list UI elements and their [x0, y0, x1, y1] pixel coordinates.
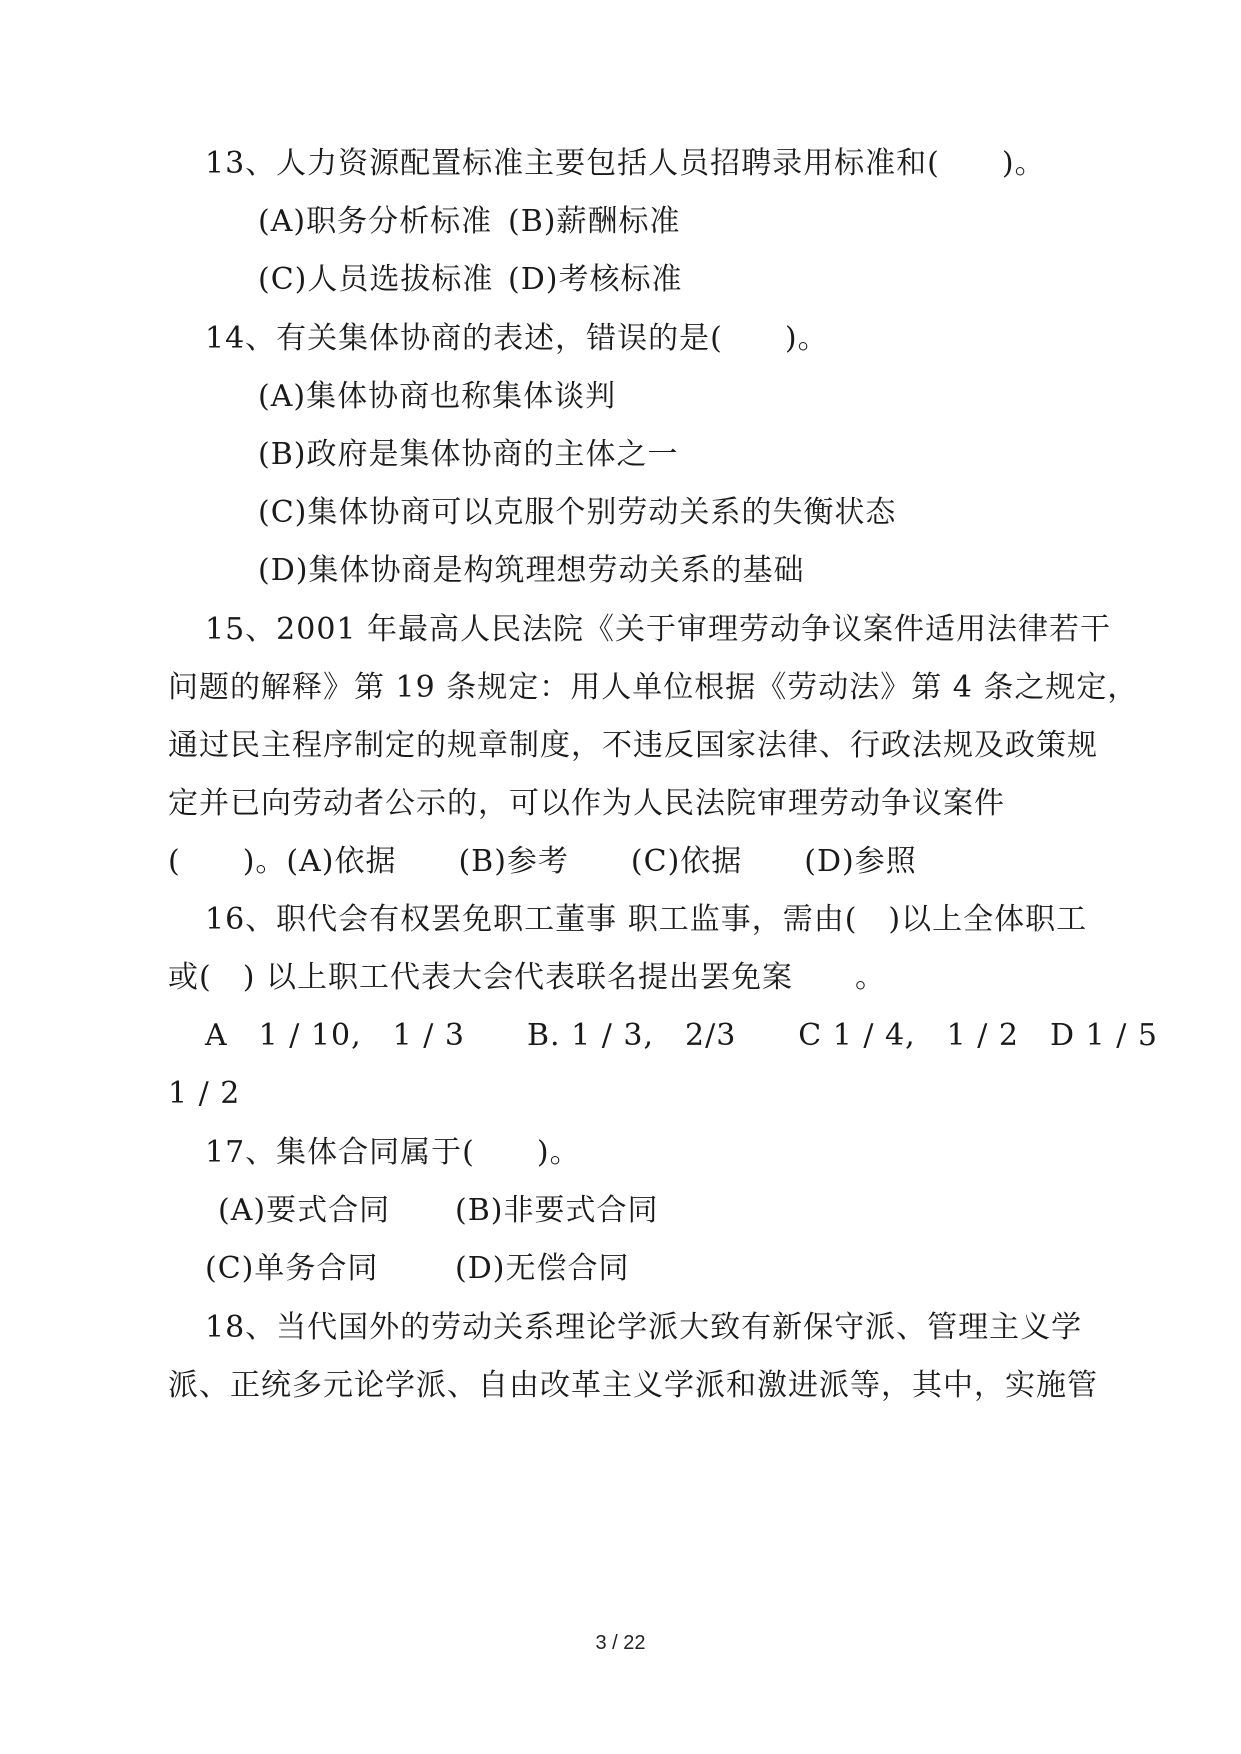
question-18-line-1: 18、当代国外的劳动关系理论学派大致有新保守派、管理主义学: [205, 1310, 1083, 1345]
question-17-option-d: (D)无偿合同: [455, 1251, 630, 1286]
question-16-options: A 1 / 10, 1 / 3 B. 1 / 3, 2/3 C 1 / 4, 1 / 2 D 1 / 5: [205, 1018, 1158, 1053]
question-17-option-a: (A)要式合同: [218, 1193, 391, 1228]
question-15-line-4: 定并已向劳动者公示的，可以作为人民法院审理劳动争议案件: [168, 786, 1005, 821]
page-number: 3 / 22: [595, 1632, 646, 1654]
question-14-option-c: (C)集体协商可以克服个别劳动关系的失衡状态: [258, 495, 897, 530]
question-17-option-b: (B)非要式合同: [455, 1193, 659, 1228]
question-13-option-c: (C)人员选拔标准: [258, 262, 494, 297]
question-13-stem: 13、人力资源配置标准主要包括人员招聘录用标准和( )。: [205, 146, 1046, 181]
question-14-stem: 14、有关集体协商的表述，错误的是( )。: [205, 321, 829, 356]
question-13-option-d: (D)考核标准: [508, 262, 683, 297]
question-16-options-wrap: 1 / 2: [168, 1076, 241, 1111]
question-14-option-a: (A)集体协商也称集体谈判: [258, 379, 617, 414]
question-14-option-d: (D)集体协商是构筑理想劳动关系的基础: [258, 553, 805, 588]
question-15-options: ( )。(A)依据 (B)参考 (C)依据 (D)参照: [168, 844, 917, 879]
question-15-line-2: 问题的解释》第 19 条规定：用人单位根据《劳动法》第 4 条之规定，: [168, 670, 1139, 705]
question-13-option-a: (A)职务分析标准: [258, 204, 493, 239]
question-18-line-2: 派、正统多元论学派、自由改革主义学派和激进派等，其中，实施管: [168, 1368, 1098, 1403]
question-14-option-b: (B)政府是集体协商的主体之一: [258, 437, 679, 472]
question-13-option-b: (B)薪酬标准: [508, 204, 681, 239]
question-15-line-1: 15、2001 年最高人民法院《关于审理劳动争议案件适用法律若干: [205, 612, 1112, 647]
question-17-stem: 17、集体合同属于( )。: [205, 1135, 581, 1170]
question-16-line-2: 或( ) 以上职工代表大会代表联名提出罢免案 。: [168, 960, 886, 995]
question-17-option-c: (C)单务合同: [205, 1251, 379, 1286]
question-15-line-3: 通过民主程序制定的规章制度，不违反国家法律、行政法规及政策规: [168, 728, 1098, 763]
question-16-line-1: 16、职代会有权罢免职工董事 职工监事，需由( )以上全体职工: [205, 902, 1088, 937]
